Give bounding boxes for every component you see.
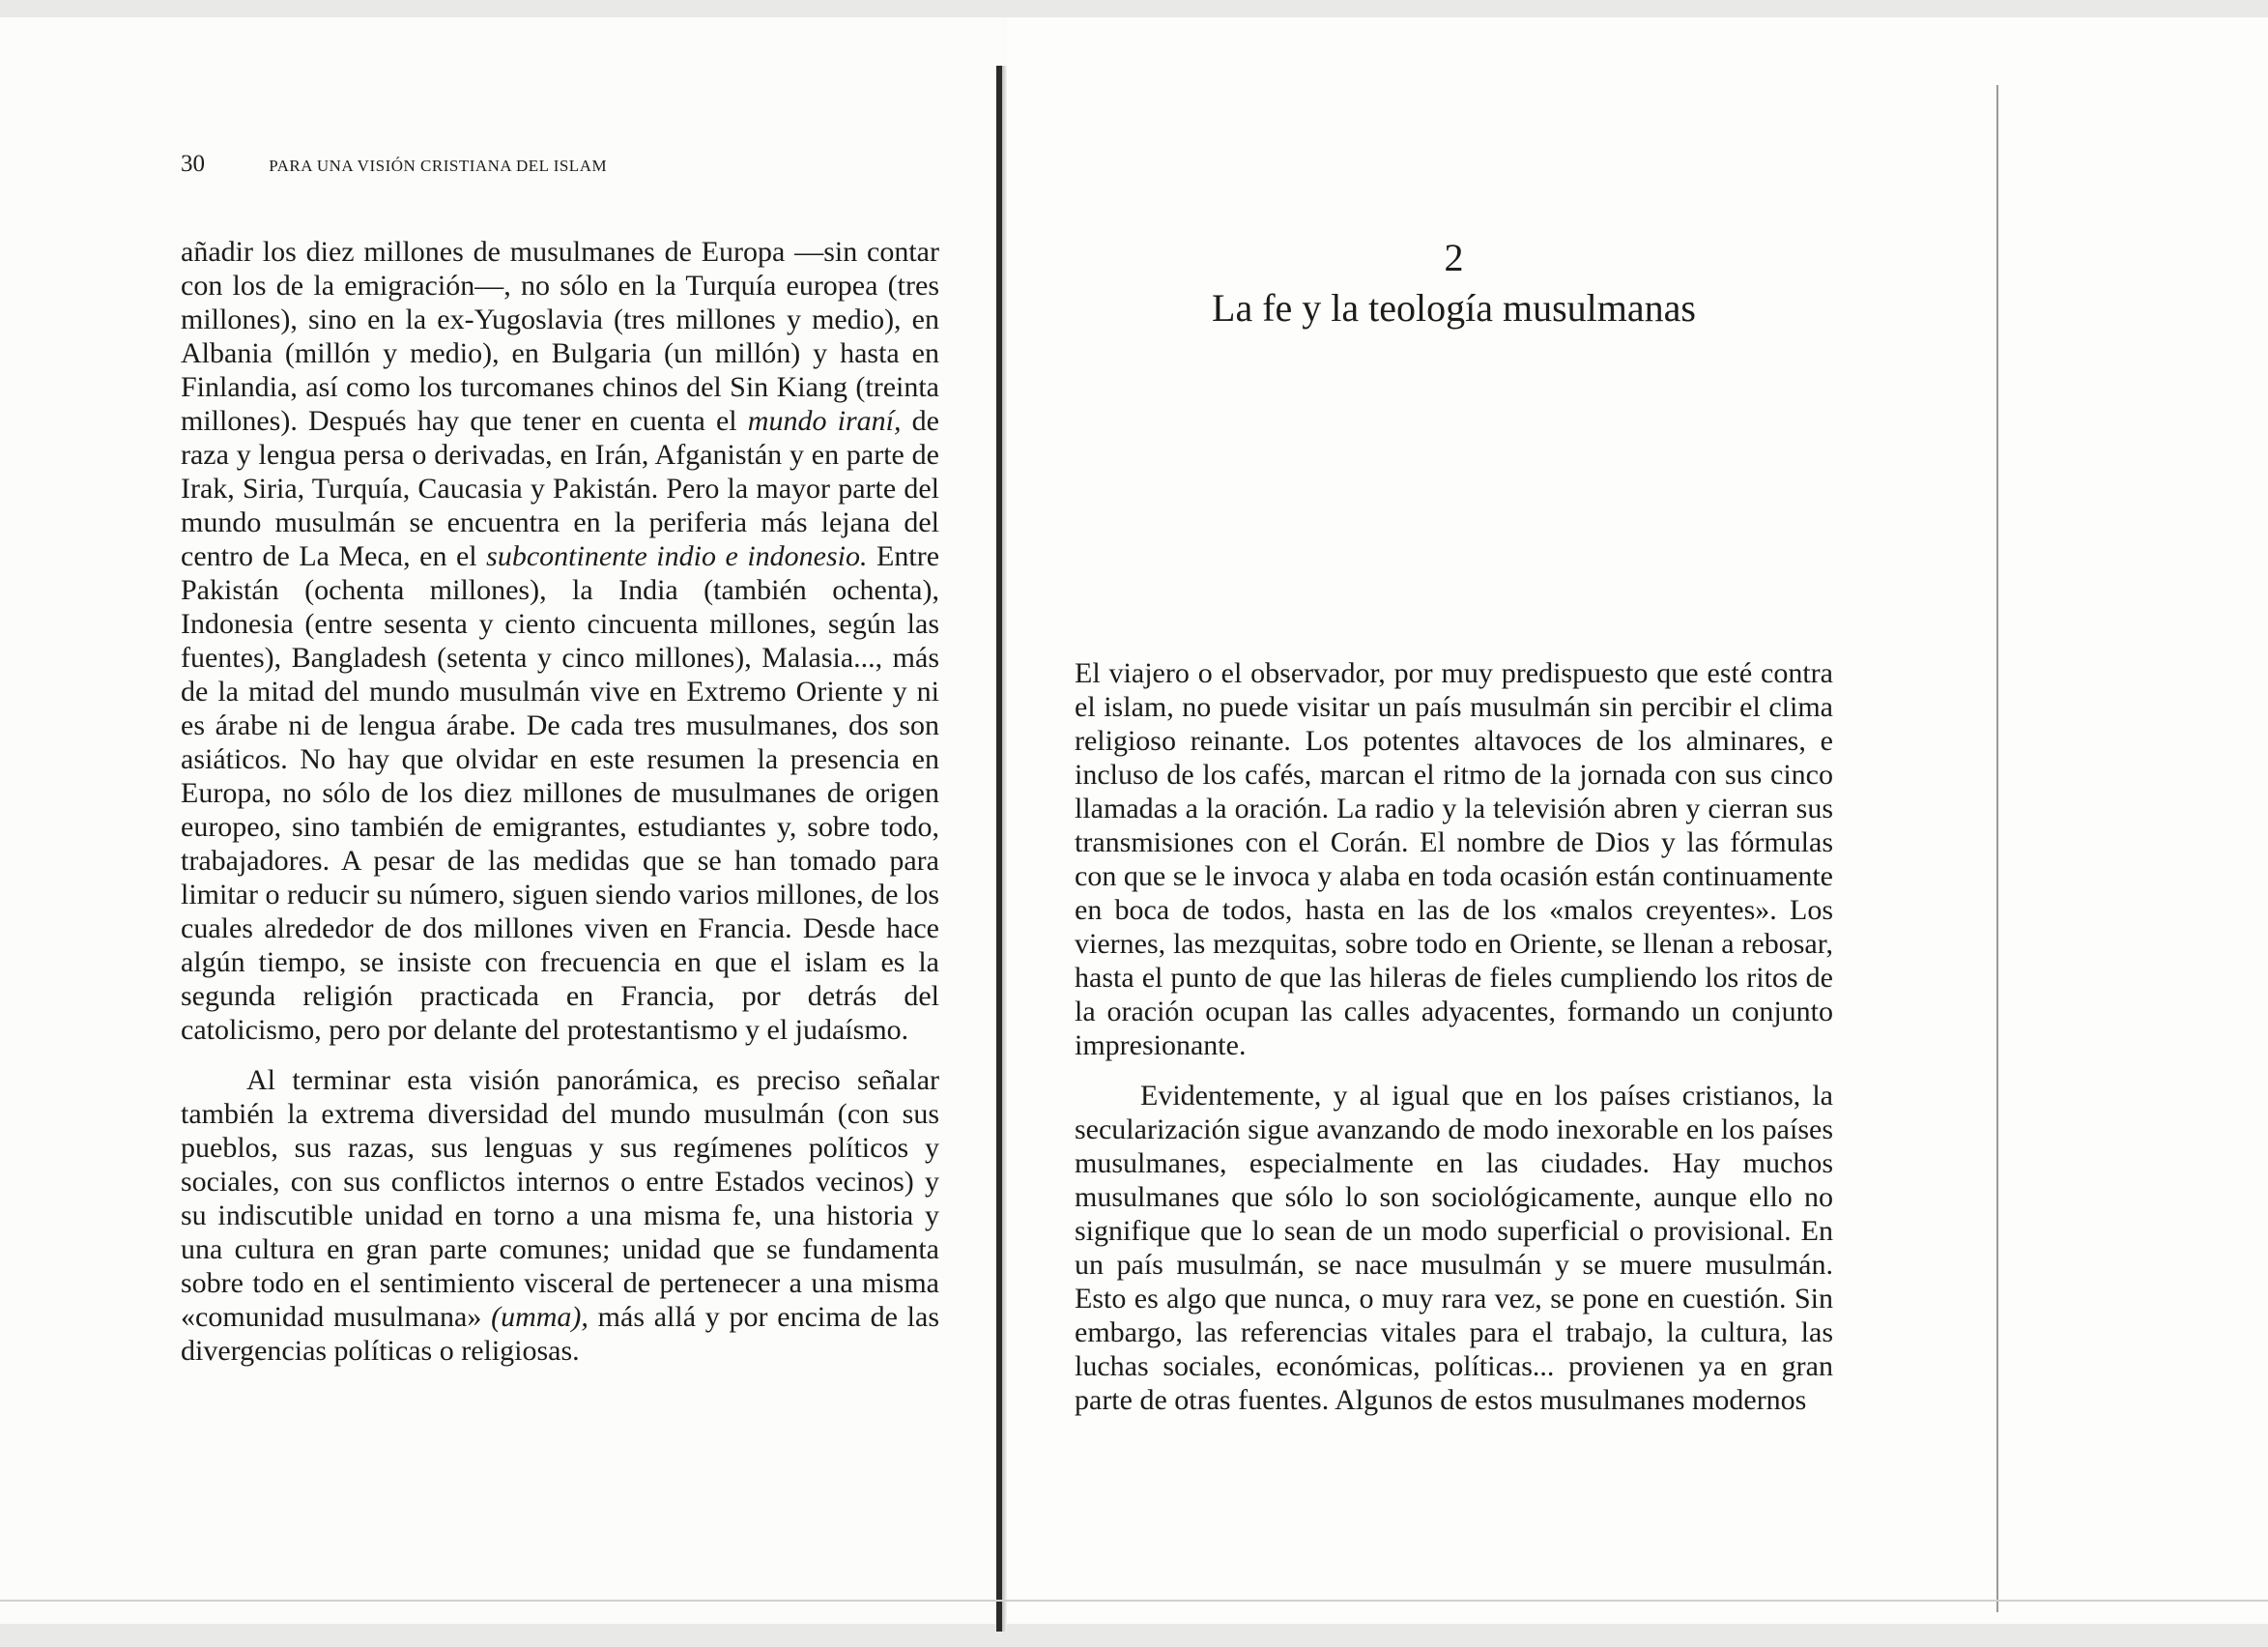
chapter-title: La fe y la teología musulmanas [1212, 286, 1696, 330]
right-paragraph-2 [1075, 1079, 1833, 1417]
text-segment: más allá y por encima de las divergencias políticas o religiosas. [181, 1301, 939, 1367]
chapter-number: 2 [1444, 236, 1464, 279]
right-page-edge [1996, 85, 1998, 1612]
bottom-page-edge [0, 1600, 2268, 1602]
page-number: 30 [181, 151, 205, 177]
gutter-shadow [1002, 66, 1007, 1632]
text-segment: de raza y lengua persa o derivadas, en Irán, Afganistán y en parte de Irak, Siria, Turquía, Caucasia y Pakistán. Pero la mayor parte del mundo musulmán se encuentra en la periferia más lejana del centro de La Meca, en el [181, 405, 939, 572]
right-paragraph-1 [1075, 656, 1833, 1062]
text-segment: El viajero o el observador, por muy predispuesto que esté contra el islam, no puede visitar un país musulmán sin percibir el clima religioso reinante. Los potentes altavoces de los alminares, e incluso de los cafés, marcan el ritmo de la jornada con sus cinco llamadas a la oración. La radio y la televisión abren y cierran sus transmisiones con el Corán. El nombre de Dios y las fórmulas con que se le invoca y alaba en toda ocasión están continuamente en boca de todos, hasta en las de los «malos creyentes». Los viernes, las mezquitas, sobre todo en Oriente, se llenan a rebosar, hasta el punto de que las hileras de fieles cumpliendo los ritos de la oración ocupan las calles adyacentes, formando un conjunto impresionante. [1075, 657, 1833, 1061]
italic-text-segment: (umma), [491, 1301, 589, 1333]
text-segment: Entre Pakistán (ochenta millones), la India (también ochenta), Indonesia (entre sesenta y ciento cincuenta millones, según las fuentes), Bangladesh (setenta y cinco millones), Malasia..., más de la mitad del mundo musulmán vive en Extremo Oriente y ni es árabe ni de lengua árabe. De cada tres musulmanes, dos son asiáticos. No hay que olvidar en este resumen la presencia en Europa, no sólo de los diez millones de musulmanes de origen europeo, sino también de emigrantes, estudiantes y, sobre todo, trabajadores. A pesar de las medidas que se han tomado para limitar o reducir su número, siguen siendo varios millones, de los cuales alrededor de dos millones viven en Francia. Desde hace algún tiempo, se insiste con frecuencia en que el islam es la segunda religión practicada en Francia, por detrás del catolicismo, pero por delante del protestantismo y el judaísmo. [181, 540, 940, 1046]
italic-text-segment: mundo iraní, [747, 405, 902, 437]
text-segment: Evidentemente, y al igual que en los países cristianos, la secularización sigue avanzando de modo inexorable en los países musulmanes, especialmente en las ciudades. Hay muchos musulmanes que sólo lo son sociológicamente, aunque ello no signifique que lo sean de un modo superficial o provisional. En un país musulmán, se nace musulmán y se muere musulmán. Esto es algo que nunca, o muy rara vez, se pone en cuestión. Sin embargo, las referencias vitales para el trabajo, la cultura, las luchas sociales, económicas, políticas... provienen ya en gran parte de otras fuentes. Algunos de estos musulmanes modernos [1075, 1080, 1833, 1416]
running-header [181, 150, 857, 181]
left-paragraph-1 [181, 235, 939, 1047]
running-title: PARA UNA VISIÓN CRISTIANA DEL ISLAM [269, 157, 608, 175]
left-text-column [181, 235, 939, 1384]
text-segment: Al terminar esta visión panorámica, es preciso señalar también la extrema diversidad del mundo musulmán (con sus pueblos, sus razas, sus lenguas y sus regímenes políticos y sociales, con sus conflictos internos o entre Estados vecinos) y su indiscutible unidad en torno a una misma fe, una historia y una cultura en gran parte comunes; unidad que se fundamenta sobre todo en el sentimiento visceral de pertenecer a una misma «comunidad musulmana» [181, 1064, 939, 1333]
text-segment: añadir los diez millones de musulmanes de Europa —sin contar con los de la emigración—, no sólo en la Turquía europea (tres millones), sino en la ex-Yugoslavia (tres millones y medio), en Albania (millón y medio), en Bulgaria (un millón) y hasta en Finlandia, así como los turcomanes chinos del Sin Kiang (treinta millones). Después hay que tener en cuenta el [181, 236, 939, 437]
right-text-column [1075, 656, 1833, 1433]
left-paragraph-2 [181, 1063, 939, 1368]
italic-text-segment: subcontinente indio e indonesio. [486, 540, 868, 572]
